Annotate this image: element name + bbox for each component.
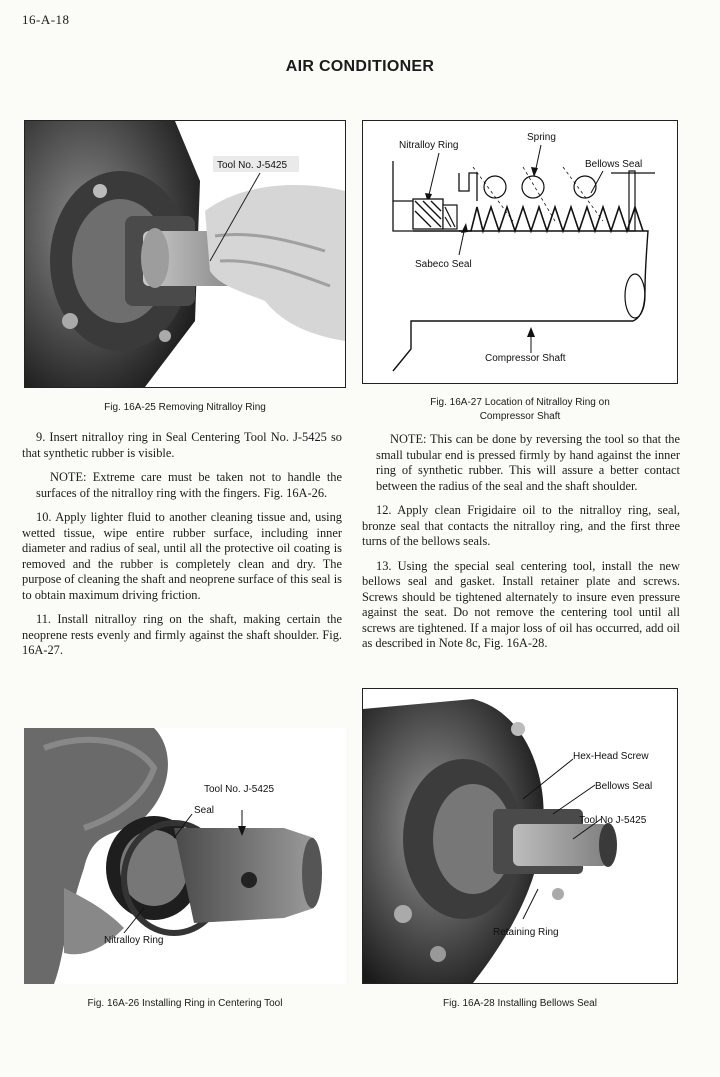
label-hex-head-screw: Hex-Head Screw <box>573 751 649 762</box>
diagram-seal-location <box>363 121 677 383</box>
caption-16a-26: Fig. 16A-26 Installing Ring in Centering Tool <box>87 998 283 1009</box>
step-9: 9. Insert nitralloy ring in Seal Centering Tool No. J-5425 so that synthetic rubber is visible. <box>22 430 342 460</box>
caption-16a-28: Fig. 16A-28 Installing Bellows Seal <box>443 998 597 1009</box>
figure-16a-27 <box>362 120 678 384</box>
label-retaining-ring: Retaining Ring <box>493 927 559 938</box>
label-tool-no: Tool No. J-5425 <box>217 160 288 171</box>
page-number: 16-A-18 <box>22 12 70 27</box>
photo-installing-bellows <box>363 689 677 983</box>
label-compressor-shaft: Compressor Shaft <box>485 353 566 364</box>
label-seal: Seal <box>194 805 215 816</box>
photo-removing-ring <box>25 121 345 387</box>
step-12: 12. Apply clean Frigidaire oil to the nitralloy ring, seal, bronze seal that contacts the nitralloy ring, and the first three turns of the bellows seals. <box>362 503 680 548</box>
figure-16a-25 <box>24 120 346 388</box>
caption-16a-27 <box>362 396 678 424</box>
figure-16a-28 <box>362 688 678 984</box>
step-11: 11. Install nitralloy ring on the shaft, making certain the neoprene rests evenly and firmly against the shaft shoulder. Fig. 16A-27. <box>22 612 342 657</box>
caption-16a-27-line2: Compressor Shaft <box>479 411 561 422</box>
label-spring: Spring <box>527 132 556 143</box>
caption-16a-27-line1: Fig. 16A-27 Location of Nitralloy Ring on <box>430 397 610 408</box>
step-10: 10. Apply lighter fluid to another cleaning tissue and, using wetted tissue, wipe entire rubber surface, including inner diameter and radius of seal, until all the protective oil coating is removed and the rubber is completely clean and dry. The purpose of cleaning the shaft and neoprene surface of this seal is to obtain maximum driving friction. <box>22 510 342 602</box>
label-bellows-seal-28: Bellows Seal <box>595 781 653 792</box>
label-tool-no-26: Tool No. J-5425 <box>204 784 275 795</box>
page-title: AIR CONDITIONER <box>285 58 435 75</box>
left-text-column <box>22 430 342 668</box>
note-reverse-tool: NOTE: This can be done by reversing the tool so that the small tubular end is pressed firmly by hand against the inner ring of synthetic rubber. This will assure a better contact between the radius of the seal and the shaft shoulder. <box>376 432 680 493</box>
photo-installing-ring <box>24 728 346 984</box>
label-tool-no-28: Tool No J-5425 <box>579 815 647 826</box>
figure-16a-26 <box>24 728 346 984</box>
step-13: 13. Using the special seal centering tool, install the new bellows seal and gasket. Install retainer plate and screws. Screws should be tightened alternately to insure even pressure against the seat. Do not remove the centering tool until all screws are tightened. If a major loss of oil has occurred, add oil as described in Note 8c, Fig. 16A-28. <box>362 558 680 650</box>
label-bellows-seal: Bellows Seal <box>585 159 643 170</box>
label-nitralloy-ring-26: Nitralloy Ring <box>104 935 164 946</box>
label-sabeco-seal: Sabeco Seal <box>415 259 472 270</box>
right-text-column <box>362 432 680 661</box>
label-nitralloy-ring: Nitralloy Ring <box>399 140 459 151</box>
caption-16a-25: Fig. 16A-25 Removing Nitralloy Ring <box>104 402 266 413</box>
note-extreme-care: NOTE: Extreme care must be taken not to handle the surfaces of the nitralloy ring with the fingers. Fig. 16A-26. <box>36 470 342 500</box>
